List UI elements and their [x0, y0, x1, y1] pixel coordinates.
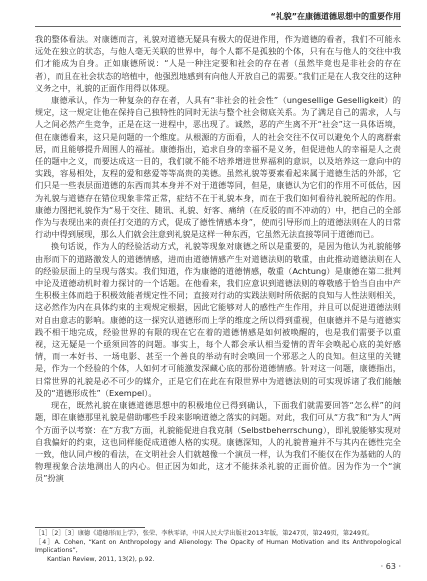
footnotes [35, 530, 401, 564]
page-number: · 63 · [380, 562, 401, 571]
footnote: Kantian Review, 2011, 13(2), p.92. [47, 555, 155, 563]
running-header: “礼貌”在康德道德思想中的重要作用 [270, 12, 401, 21]
footnote-rule [35, 527, 145, 528]
header-rule [35, 26, 401, 27]
body-text [35, 33, 401, 485]
paragraph: 换句话说，作为人的经验活动方式，礼貌等现象对康德之所以是重要的，是因为他认为礼貌能够由形而下的道路激发人的道德情感，进而由道德情感产生对道德法则的敬重，由此推动道德法则在人的经验层面上的呈现与落实。我们知道，作为康德的道德情感，敬重（Achtung）是康德在第二批判中论及道德动机时着力探讨的一个话题。在他看来，我们应意识到道德法则的尊敬感于恰当自由中产生积极主体而趋于积极效能者规定性不同；直接对行动的实践法则时所依据的良知与人性法则相关，这必然作为内在具体约束的主观规定根据，因此它能够对人的感性产生作用，并且可以促进道德法则对自由意志的影响。康德的这一探究认道德形而上学的维度之所以得到重视，但康德并不是与道德实践不相干地完成，经验世界的有限的现在它在着的道德情感是如何被唤醒的，也是我们需要予以重视，这无疑是一个亟须回答的问题。事实上，每个人都会承认相当爱情的青年会唤起心底的美好感情，而一本好书、一场电影、甚至一个善良的举动有时会唤回一个邪恶之人的良知。但这里的关键是，作为一个经验的个体，人如何才可能激发深藏心底的那份道德情感。针对这一问题，康德指出，日常世界的礼貌是必不可少的媒介，正是它们在此在有限世界中为道德法则的可实现诉诸了我们能触及的“道德形成性”（Exempel）。 [35, 241, 401, 398]
paragraph: 康德承认，作为一种复杂的存在者，人具有“非社会的社会性”（ungesellige Geselligkeit）的规定，这一规定让他在保持自己独特性的同时无法与整个社会彻底关系。为了满足自己的需求，人与人之间必然产生竞争，正是在这一进程中，恶出现了。诚然，恶的产生离不开“社会”这一具体语境，但在康德看来，这只是问题的一个维度。从根源的方面看，人的社会交往不仅可以避免个人的离群索居，而且能够提升周围人的福祉。康德指出，追求自身的幸福不是义务，但促进他人的幸福是人之责任的题中之义，而要达成这一目的，我们就不能不培养增进世界福利的意识，以及培养这一意向中的实践，容易相处，友程的爱和慈爱等等高贵的美德。虽然礼貌等要素看起来属于道德生活的外部，它们只是一些表层面道德的东西而其本身并不对于道德等同，但是，康德认为它们的作用不可低估，因为礼貌与道德存在错位现象非常正常，症结不在于礼貌本身，而在于我们如何看待礼貌所起的作用。康德力图把礼貌作为“易于交往、随讯、礼貌、好客、痛纳（在反驳的而不冲动的）中，把自己的全部作为与表现出来的责任打交道的方式，促成了德性情感本身”，使而引导形而上的道德法则在人的日常行动中得到展现，那么人们就会注意到礼貌是这样一种东西，它虽然无法直接等同于道德而已。 [35, 95, 401, 240]
paragraph: 我的整体看法。对康德而言，礼貌对道德无疑具有极大的促进作用，作为道德的看者，我们不可能永远处在独立的状态，与他人毫无关联的世界中，每个人都不是孤独的个体，只有在与他人的交往中我们才能成为自身。正如康德所说：“人是一种注定要和社会的存在者（虽然毕竟也是非社会的存在者），而且在社会状态的培植中，他强烈地感到有向他人开放自己的需要。”我们正是在人我交往的这种义务之中，礼貌的正面作用得以体现。 [35, 34, 401, 93]
footnote: ［1］［2］［3］康德《道德形而上学》，张荣、李秋零译，中国人民大学出版社2013年版，第247页，第249页，第249页。 [35, 530, 374, 537]
footnote: ［4］A. Cohen, “Kant on Anthropology and Alienology: The Opacity of Human Motivation and Its Anthropological Implications”, [35, 538, 401, 555]
paragraph: 现在，既然礼貌在康德道德思想中的积极地位已得到确认，下面我们就需要回答“怎么样”的问题，即在康德那里礼貌是借助哪些手段来影响道德之落实的问题。对此，我们可从“方我”和“为人”两个方面予以考察：在“方我”方面，礼貌能促进自我克制（Selbstbeherrschung），即礼貌能够实现对自我偏好的约束，这也同样能促成道德人格的实现。康德深知，人的礼貌普遍并不与其内在德性完全一致，他认同卢梭的看法，在文明社会人们就越像一个演员一样，认为我们不能仅在作为基础的人的物理视象合法地测出人的内心。但正因为如此，这才不能抹杀礼貌的正面价值。因为作为一个“演员”扮演 [35, 400, 401, 484]
